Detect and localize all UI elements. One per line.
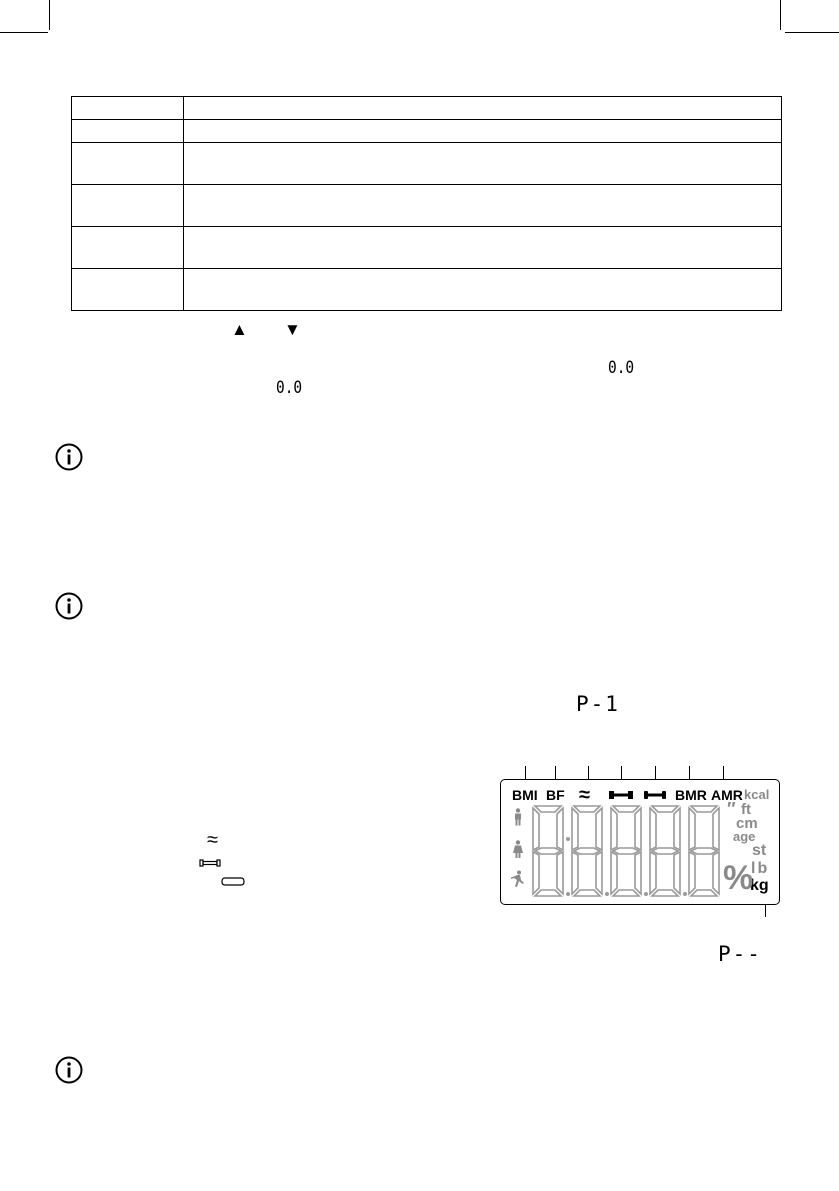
lcd-segment (650, 808, 656, 850)
table-cell (72, 120, 184, 143)
lcd-display (500, 779, 780, 905)
st-unit: st (752, 842, 767, 859)
lcd-dot (683, 892, 687, 896)
crop-mark (0, 32, 48, 33)
lcd-segment (611, 808, 617, 850)
profile-readout: P-- (718, 942, 762, 966)
lcd-segment (533, 852, 539, 894)
zero-readout: 0.0 (608, 358, 635, 378)
zero-readout: 0.0 (276, 378, 303, 398)
lcd-segment (596, 808, 602, 850)
callout-line (588, 766, 589, 779)
lcd-segment (574, 806, 600, 812)
kg-unit: kg (750, 877, 769, 894)
table-cell (184, 185, 782, 227)
lcd-segment (691, 848, 717, 854)
crop-mark (785, 32, 839, 33)
lcd-segment (652, 890, 678, 896)
muscle-icon (199, 858, 221, 868)
info-icon (55, 443, 83, 471)
amr-label: AMR (711, 787, 743, 803)
callout-line (689, 766, 690, 779)
table-cell (184, 143, 782, 185)
lcd-segment (691, 890, 717, 896)
lcd-segment (574, 848, 600, 854)
lcd-digits (501, 780, 779, 904)
lcd-segment (635, 808, 641, 850)
ft-unit: ft (741, 801, 751, 818)
table-cell (184, 227, 782, 269)
cm-unit: cm (736, 815, 758, 832)
lcd-segment (572, 852, 578, 894)
bone-icon (221, 876, 245, 887)
profile-readout: P-1 (576, 692, 620, 716)
table-row (72, 227, 782, 269)
kcal-unit: kcal (744, 787, 770, 802)
lcd-segment (572, 808, 578, 850)
lcd-dot (605, 892, 609, 896)
bmr-label: BMR (675, 787, 707, 803)
crop-mark (780, 0, 781, 30)
lcd-segment (613, 848, 639, 854)
table-row (72, 269, 782, 311)
lb-unit: lb (751, 860, 770, 877)
callout-line (555, 766, 556, 779)
lcd-segment (689, 808, 695, 850)
info-icon (55, 1056, 83, 1084)
lcd-segment (535, 806, 561, 812)
lcd-segment (557, 808, 563, 850)
info-icon (55, 592, 83, 620)
table-cell (184, 97, 782, 120)
lcd-segment (611, 852, 617, 894)
table-cell (72, 269, 184, 311)
table-cell (72, 97, 184, 120)
ft-mark: ″ (727, 799, 736, 819)
lcd-dot (566, 837, 570, 841)
table-row (72, 120, 782, 143)
lcd-segment (652, 848, 678, 854)
wave-icon: ≈ (579, 784, 590, 806)
table-cell (72, 185, 184, 227)
lcd-segment (713, 852, 719, 894)
wave-icon: ≈ (207, 829, 218, 851)
callout-line (525, 766, 526, 779)
table-cell (184, 269, 782, 311)
callout-line (655, 766, 656, 779)
callout-line (765, 904, 766, 917)
age-unit: age (733, 829, 756, 844)
table-row (72, 185, 782, 227)
table-cell (184, 120, 782, 143)
spec-table (71, 96, 782, 311)
bf-label: BF (546, 787, 565, 803)
lcd-segment (674, 852, 680, 894)
lcd-segment (635, 852, 641, 894)
callout-line (621, 766, 622, 779)
bmi-label: BMI (512, 787, 538, 803)
lcd-segment (713, 808, 719, 850)
lcd-segment (652, 806, 678, 812)
lcd-segment (574, 890, 600, 896)
lcd-dot (644, 892, 648, 896)
table-row (72, 143, 782, 185)
percent-unit: % (723, 859, 754, 897)
down-arrow-icon: ▼ (284, 320, 301, 339)
lcd-segment (613, 806, 639, 812)
crop-mark (49, 0, 50, 30)
lcd-segment (535, 848, 561, 854)
up-arrow-icon: ▲ (231, 320, 248, 339)
table-cell (72, 143, 184, 185)
lcd-segment (691, 806, 717, 812)
lcd-segment (650, 852, 656, 894)
lcd-segment (674, 808, 680, 850)
lcd-segment (535, 890, 561, 896)
callout-line (723, 766, 724, 779)
lcd-segment (596, 852, 602, 894)
lcd-segment (557, 852, 563, 894)
table-cell (72, 227, 184, 269)
lcd-segment (533, 808, 539, 850)
lcd-segment (689, 852, 695, 894)
lcd-dot (566, 892, 570, 896)
lcd-segment (613, 890, 639, 896)
table-row (72, 97, 782, 120)
